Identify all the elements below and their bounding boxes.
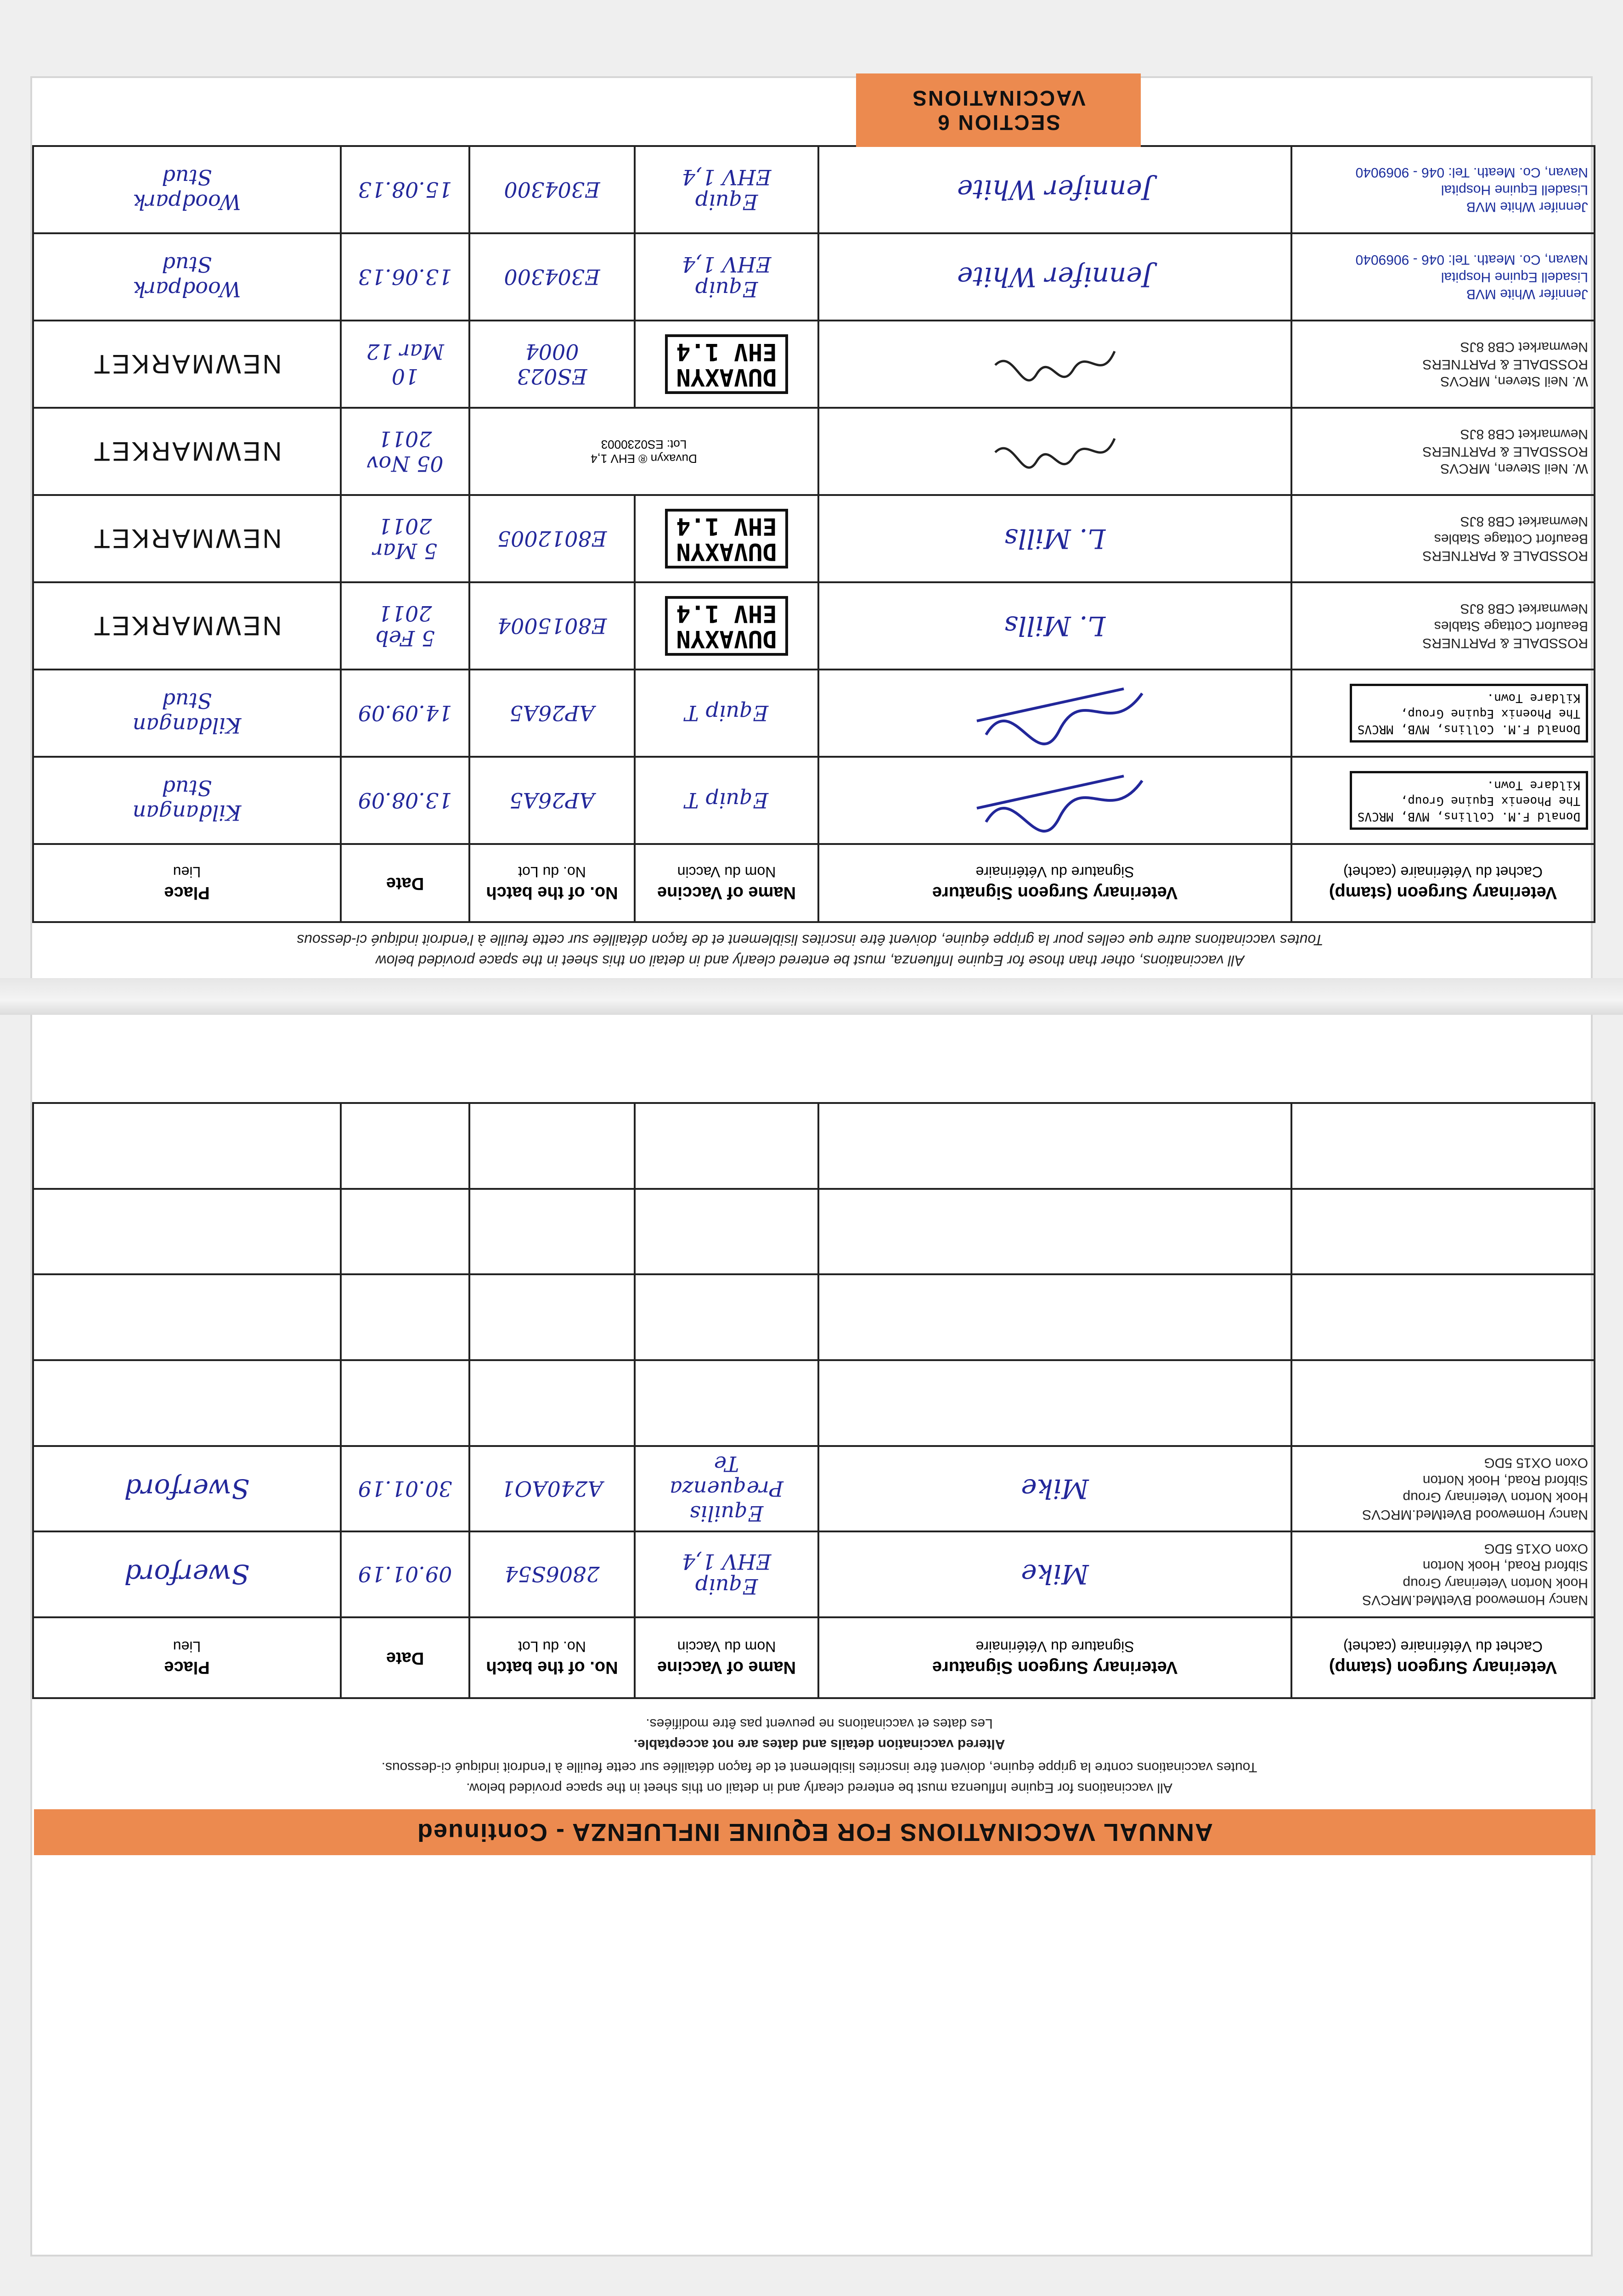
vaccination-place: NEWMARKET <box>33 495 341 582</box>
batch-number: ES023 0004 <box>469 321 635 408</box>
signature-scribble <box>986 338 1124 393</box>
section6-instructions-en: All vaccinations, other than those for Equine Influenza, must be entered clearly and in detail on this sheet in the space provided below <box>376 952 1245 969</box>
col-header-signature: Veterinary Surgeon Signature Signature du Vétérinaire <box>818 1617 1291 1698</box>
batch-number: A240AO1 <box>469 1446 635 1532</box>
vaccination-place: Swerford <box>33 1531 341 1617</box>
col-header-place: Place Lieu <box>33 1617 341 1698</box>
table-row-empty <box>33 1103 1595 1189</box>
col-header-vaccine: Name of Vaccine Nom du Vaccin <box>635 844 818 922</box>
vaccine-name: Equip EHV 1,4 <box>635 233 818 321</box>
col-header-batch: No. of the batch No. du Lot <box>469 1617 635 1698</box>
batch-number: E8015004 <box>469 582 635 670</box>
section6-instructions-fr: Toutes vaccinations autre que celles pour la grippe équine, doivent être inscrites lisiblement et de façon détaillée sur cette feuille à l'endroit indiqué ci-dessous <box>297 932 1324 948</box>
vet-stamp: Jennifer White MVB Lisadell Equine Hospital Navan, Co. Meath. Tel: 046 - 9069040 <box>1291 233 1595 321</box>
vaccination-place: NEWMARKET <box>33 321 341 408</box>
col-header-date: Date <box>341 1617 469 1698</box>
vet-signature: L. Mills <box>818 582 1291 670</box>
vaccination-place: NEWMARKET <box>33 408 341 495</box>
batch-number: E8012005 <box>469 495 635 582</box>
vet-stamp: W. Neil Steven, MRCVS ROSSDALE & PARTNERS Newmarket CB8 8JS <box>1291 321 1595 408</box>
vaccination-date: 14.09.09 <box>341 670 469 757</box>
vet-stamp: Donald F.M. Collins, MVB, MRCVS The Phoenix Equine Group, Kildare Town. <box>1291 670 1595 757</box>
vet-stamp: Donald F.M. Collins, MVB, MRCVS The Phoenix Equine Group, Kildare Town. <box>1291 757 1595 844</box>
table-row <box>33 1446 1595 1532</box>
vet-signature: Jennifer White <box>818 233 1291 321</box>
instructions-en: All vaccinations for Equine Influenza must be entered clearly and in detail on this sheet in the space provided below. <box>466 1780 1172 1795</box>
vaccination-date: 13.08.09 <box>341 757 469 844</box>
vet-stamp: ROSSDALE & PARTNERS Beaufort Cottage Stables Newmarket CB8 8JS <box>1291 582 1595 670</box>
vaccination-place: Kildangan Stud <box>33 757 341 844</box>
vaccine-name: Equip EHV 1,4 <box>635 146 818 233</box>
table-row <box>33 321 1595 408</box>
batch-number: AP26A5 <box>469 757 635 844</box>
table-header-row <box>33 1617 1595 1698</box>
vet-stamp: W. Neil Steven, MRCVS ROSSDALE & PARTNERS Newmarket CB8 8JS <box>1291 408 1595 495</box>
vaccine-name: DUVAXYN EHV 1.4 <box>635 582 818 670</box>
section-tab <box>856 73 1141 147</box>
vaccination-place: Swerford <box>33 1446 341 1532</box>
vet-stamp: Nancy Homewood BVetMed.MRCVS Hook Norton Veterinary Group Sibford Road, Hook Norton Oxon OX15 5DG <box>1291 1446 1595 1532</box>
batch-number: E304300 <box>469 233 635 321</box>
table-row-empty <box>33 1189 1595 1275</box>
book-gutter <box>0 978 1623 1015</box>
table-row <box>33 146 1595 233</box>
vet-signature <box>818 321 1291 408</box>
table-row <box>33 670 1595 757</box>
vaccination-date: 13.06.13 <box>341 233 469 321</box>
table-row <box>33 495 1595 582</box>
vet-signature: Mike <box>818 1531 1291 1617</box>
signature-scribble <box>958 767 1151 836</box>
batch-number: 2806S54 <box>469 1531 635 1617</box>
col-header-batch: No. of the batch No. du Lot <box>469 844 635 922</box>
vaccine-name: DUVAXYN EHV 1.4 <box>635 321 818 408</box>
section-banner <box>34 1809 1595 1855</box>
vet-signature: Jennifer White <box>818 146 1291 233</box>
vet-stamp: ROSSDALE & PARTNERS Beaufort Cottage Stables Newmarket CB8 8JS <box>1291 495 1595 582</box>
table-row <box>33 1531 1595 1617</box>
vet-signature: Mike <box>818 1446 1291 1532</box>
col-header-date: Date <box>341 844 469 922</box>
batch-number: E304300 <box>469 146 635 233</box>
vaccine-name: Equip T <box>635 757 818 844</box>
vaccination-date: 10 Mar 12 <box>341 321 469 408</box>
batch-number: AP26A5 <box>469 670 635 757</box>
table-row <box>33 408 1595 495</box>
vaccine-name: Equilis Prequenza Te <box>635 1446 818 1532</box>
vet-signature <box>818 757 1291 844</box>
table-row-empty <box>33 1274 1595 1360</box>
section-number: SECTION 6 <box>936 110 1060 135</box>
vet-signature: L. Mills <box>818 495 1291 582</box>
vaccine-name: Equip T <box>635 670 818 757</box>
altered-note-fr: Les dates et vaccinations ne peuvent pas être modifiées. <box>646 1716 993 1731</box>
section-title: VACCINATIONS <box>911 86 1086 110</box>
vaccination-place: NEWMARKET <box>33 582 341 670</box>
vaccination-place: Woodpark Stud <box>33 146 341 233</box>
signature-scribble <box>986 425 1124 480</box>
vet-signature <box>818 670 1291 757</box>
vet-stamp: Nancy Homewood BVetMed.MRCVS Hook Norton Veterinary Group Sibford Road, Hook Norton Oxon OX15 5DG <box>1291 1531 1595 1617</box>
table-header-row <box>33 844 1595 922</box>
vaccination-date: 5 Feb 2011 <box>341 582 469 670</box>
table-row <box>33 233 1595 321</box>
col-header-place: Place Lieu <box>33 844 341 922</box>
vet-stamp: Jennifer White MVB Lisadell Equine Hospital Navan, Co. Meath. Tel: 046 - 9069040 <box>1291 146 1595 233</box>
vaccine-name: Equip EHV 1,4 <box>635 1531 818 1617</box>
signature-scribble <box>958 680 1151 749</box>
table-row <box>33 757 1595 844</box>
vaccination-place: Kildangan Stud <box>33 670 341 757</box>
vaccination-date: 15.08.13 <box>341 146 469 233</box>
col-header-stamp: Veterinary Surgeon (stamp) Cachet du Vétérinaire (cachet) <box>1291 1617 1595 1698</box>
col-header-vaccine: Name of Vaccine Nom du Vaccin <box>635 1617 818 1698</box>
table-row <box>33 582 1595 670</box>
vaccinations-table <box>32 145 1595 923</box>
vaccine-label-sticker: Duvaxyn ® EHV 1,4 Lot: ES0230003 <box>469 408 818 495</box>
vaccination-date: 5 Mar 2011 <box>341 495 469 582</box>
col-header-signature: Veterinary Surgeon Signature Signature du Vétérinaire <box>818 844 1291 922</box>
vaccination-date: 30.01.19 <box>341 1446 469 1532</box>
influenza-table <box>32 1102 1595 1699</box>
table-row-empty <box>33 1360 1595 1446</box>
banner-title: ANNUAL VACCINATIONS FOR EQUINE INFLUENZA - Continued <box>417 1818 1213 1846</box>
vaccination-place: Woodpark Stud <box>33 233 341 321</box>
vet-signature <box>818 408 1291 495</box>
vaccination-date: 05 Nov 2011 <box>341 408 469 495</box>
instructions-fr: Toutes vaccinations contre la grippe équine, doivent être inscrites lisiblement et de façon détaillée sur cette feuille à l'endroit indiqué ci-dessous. <box>381 1760 1257 1775</box>
vaccination-date: 09.01.19 <box>341 1531 469 1617</box>
col-header-stamp: Veterinary Surgeon (stamp) Cachet du Vétérinaire (cachet) <box>1291 844 1595 922</box>
vaccine-name: DUVAXYN EHV 1.4 <box>635 495 818 582</box>
altered-note-en: Altered vaccination details and dates are not acceptable. <box>633 1737 1005 1752</box>
